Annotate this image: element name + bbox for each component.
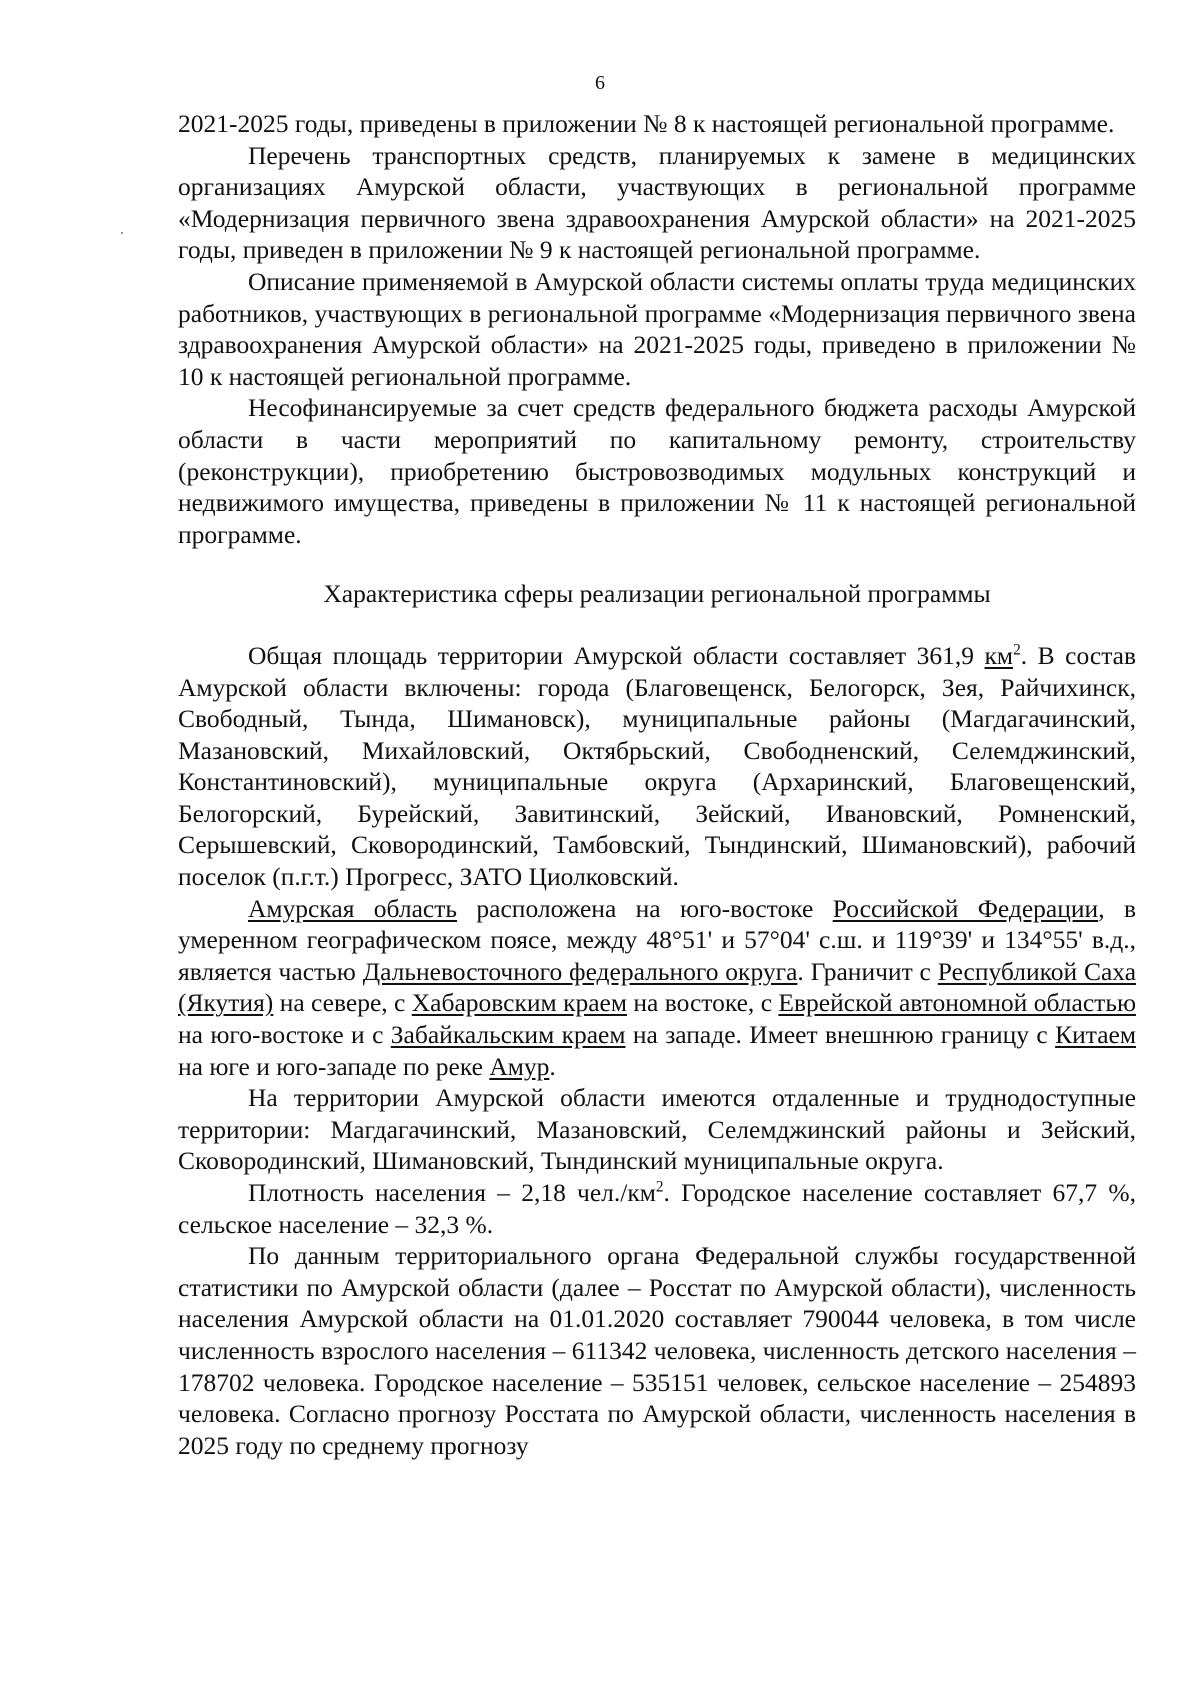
paragraph-payment-system-text: Описание применяемой в Амурской области системы оплаты труда медицинских работников, участвующих в региональной программе «Модернизация первичного звена здравоохранения Амурской области» на 2021-2025 годы, приведено в приложении № 10 к настоящей региональной программе.	[178, 266, 1136, 391]
page-number: 6	[595, 72, 605, 94]
paragraph-population-text: По данным территориального органа Федеральной службы государственной статистики по Амурской области (далее – Росстат по Амурской области), численность населения Амурской области на 01.01.2020 составляет 790044 человека, в том числе численность взрослого населения – 611342 человека, численность детского населения – 178702 человека. Городское население – 535151 человек, сельское население – 254893 человека. Согласно прогнозу Росстата по Амурской области, численность населения в 2025 году по среднему прогнозу	[178, 1241, 1136, 1460]
link-yakutia[interactable]: Республикой Саха (Якутия)	[178, 956, 1137, 1018]
paragraph-vehicles-text: Перечень транспортных средств, планируемых к замене в медицинских организациях Амурской области, участвующих в региональной программе «Модернизация первичного звена здравоохранения Амурской области» на 2021-2025 годы, приведен в приложении № 9 к настоящей региональной программе.	[178, 140, 1136, 265]
paragraph-payment-system	[178, 266, 1136, 392]
geo-text-8: на юге и юго-западе по реке	[178, 1051, 490, 1081]
geo-text-3: . Граничит с	[797, 956, 938, 986]
link-jewish-autonomous-oblast[interactable]: Еврейской автономной областью	[778, 988, 1136, 1018]
link-amur-river[interactable]: Амур	[489, 1051, 550, 1081]
paragraph-vehicles	[178, 140, 1136, 266]
density-text-rest: . Городское население составляет 67,7 %, сельское население – 32,3 %.	[178, 1178, 1136, 1239]
geo-text-4: на севере, с	[273, 988, 412, 1018]
paragraph-density	[178, 1177, 1136, 1240]
paragraph-nonfunded-expenses	[178, 392, 1136, 550]
area-text-rest: . В состав Амурской области включены: города (Благовещенск, Белогорск, Зея, Райчихинск, Свободный, Тында, Шимановск), муниципальные районы (Магдагачинский, Мазановский, Михайловский, Октябрьский, Свободненский, Селемджинский, Константиновский), муниципальные округа (Архаринский, Благовещенский, Белогорский, Бурейский, Завитинский, Зейский, Ивановский, Ромненский, Серышевский, Сковородинский, Тамбовский, Тындинский, Шимановский), рабочий поселок (п.г.т.) Прогресс, ЗАТО Циолковский.	[178, 640, 1137, 892]
paragraph-remote-territories	[178, 1082, 1136, 1177]
paragraph-nonfunded-expenses-text: Несофинансируемые за счет средств федерального бюджета расходы Амурской области в части мероприятий по капитальному ремонту, строительству (реконструкции), приобретению быстровозводимых модульных конструкций и недвижимого имущества, приведены в приложении № 11 к настоящей региональной программе.	[178, 393, 1136, 549]
paragraph-continuation: 2021-2025 годы, приведены в приложении № 8 к настоящей региональной программе.	[178, 109, 1115, 138]
link-khabarovsk-krai[interactable]: Хабаровским краем	[411, 988, 627, 1018]
geo-text-5: на востоке, с	[626, 988, 779, 1018]
area-unit-superscript: 2	[1013, 641, 1021, 659]
geo-text-9: .	[549, 1051, 556, 1081]
link-zabaikalsky-krai[interactable]: Забайкальским краем	[390, 1020, 626, 1050]
paragraph-remote-territories-text: На территории Амурской области имеются отдаленные и труднодоступные территории: Магдагачинский, Мазановский, Селемджинский районы и Зейский, Сковородинский, Шимановский, Тындинский муниципальные округа.	[178, 1083, 1136, 1176]
section-heading: Характеристика сферы реализации региональной программы	[323, 579, 991, 609]
geo-text-7: на западе. Имеет внешнюю границу с	[625, 1020, 1056, 1050]
link-russian-federation[interactable]: Российской Федерации	[832, 893, 1099, 923]
geo-text-6: на юго-востоке и с	[178, 1020, 391, 1050]
link-km[interactable]: км	[984, 640, 1014, 670]
geo-text-2: , в умеренном географическом поясе, между 48°51' и 57°04' с.ш. и 119°39' и 134°55' в.д., является частью	[178, 893, 1136, 986]
paragraph-geography	[178, 893, 1136, 1083]
document-body	[178, 108, 1136, 1461]
density-text-start: Плотность населения – 2,18 чел./км	[248, 1178, 656, 1207]
link-amur-oblast[interactable]: Амурская область	[248, 893, 458, 923]
scan-speck	[121, 232, 123, 234]
density-superscript: 2	[655, 1178, 664, 1196]
geo-text-1: расположена на юго-востоке	[457, 893, 833, 923]
link-china[interactable]: Китаем	[1055, 1020, 1136, 1050]
area-text-start: Общая площадь территории Амурской области составляет 361,9	[248, 640, 985, 670]
paragraph-area	[178, 640, 1136, 893]
paragraph-population	[178, 1240, 1136, 1461]
link-far-eastern-district[interactable]: Дальневосточного федерального округа	[362, 956, 798, 986]
